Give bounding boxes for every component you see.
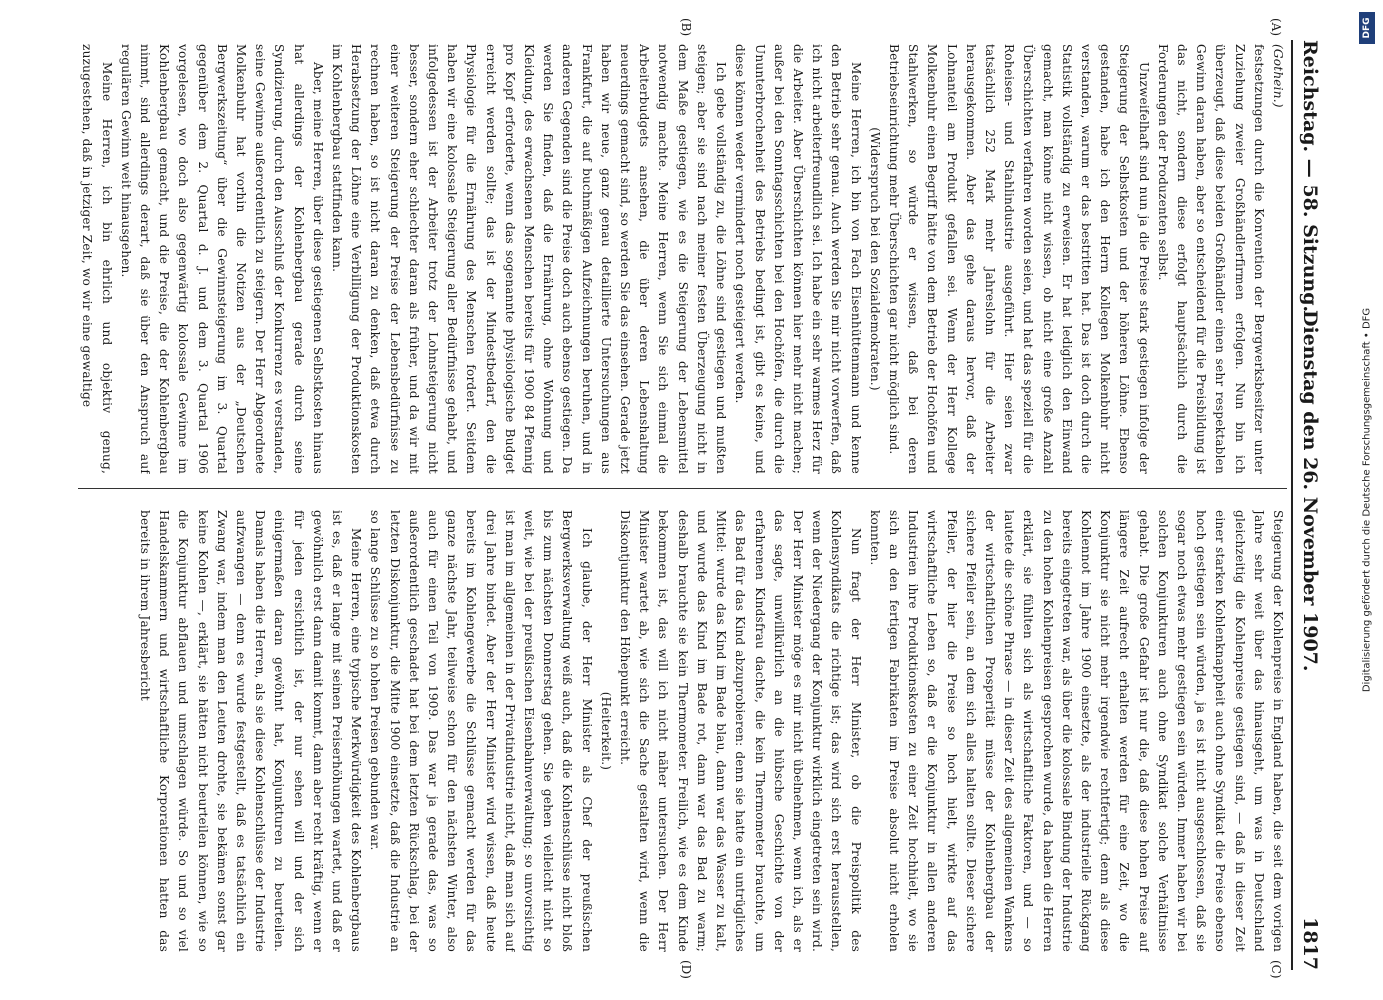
paragraph: Meine Herren, ich bin von Fach Eisenhüttenmann und kenne den Betrieb sehr genau. Auch werden Sie mir nicht vorwerfen, daß ich nicht arbeiterfreundlich sei. Ich habe ein sehr warmes Herz für die Arbeiter. Aber Überschichten können hier mehr nicht machen; außer bei den Sonntagsschichten bei den Hochöfen, die durch die Ununterbrochenheit des Betriebs bedingt ist, gibt es keine, und diese können weder vermindert noch gesteigert werden. [733, 44, 863, 474]
paragraph: Ich gebe vollständig zu, die Löhne sind gestiegen und mußten steigen; aber sie sind nach meiner festen Überzeugung nicht in dem Maße gestiegen, wie es die Steigerung der Lebensmittel notwendig machte. Meine Herren, wenn Sie sich einmal die Arbeiterbudgets ansehen, die über deren Lebenshaltung neuerdings gemacht sind, so werden Sie das einsehen. Gerade jetzt haben wir neue, ganz genau detaillierte Untersuchungen aus Frankfurt, die auf buchmäßigen Aufzeichnungen beruhen, und in anderen Gegenden sind die Preise doch auch ebenso gestiegen. Da werden Sie finden, daß die Ernährung, ohne Wohnung und Kleidung, des erwachsenen Menschen bereits für 1900 84 Pfennig pro Kopf erforderte, wenn das sogenannte physiologische Budget erreicht werden sollte; das ist der Mindestbedarf, den die Physiologie für die Ernährung des Menschen fordert. Seitdem haben wir eine kolossale Steigerung aller Bedürfnisse gehabt, und infolgedessen ist der Arbeiter trotz der Lohnsteigerung nicht besser, sondern eher schlechter daran als früher, und da wir mit einer weiteren Steigerung der Preise der Lebensbedürfnisse zu rechnen haben, so ist nicht daran zu denken, daß etwa durch Herabsetzung der Löhne eine Verbilligung der Produktionskosten im Kohlenbergbau stattfinden kann. [330, 44, 729, 474]
speaker-name: (Gothein.) [1271, 44, 1285, 108]
marker-b: (B) [679, 18, 693, 37]
paragraph: Meine Herren, ich bin ehrlich und objektiv genug, zuzugestehen, daß in jetziger Zeit, wo wir eine gewaltige [80, 44, 114, 474]
interjection: (Widerspruch bei den Sozialdemokraten.) [867, 127, 882, 391]
marker-a: (A) [1269, 18, 1283, 37]
paragraph: Steigerung der Kohlenpreise in England haben, die seit dem vorigen Jahre sehr weit über das hinausgeht, um was in Deutschland gleichzeitig die Kohlenpreise gestiegen sind, — daß in dieser Zeit einer starken Kohlenknappheit auch ohne Syndikat die Preise ebenso hoch gestiegen sein würden, ja es ist nicht ausgeschlossen, daß sie sogar noch etwas mehr gestiegen sein würden. Immer haben wir bei solchen Konjunkturen auch ohne Syndikat solche Verhältnisse gehabt. Die große Gefahr ist nur die, daß diese hohen Preise auf längere Zeit aufrecht erhalten werden für eine Zeit, wo die Konjunktur sie nicht mehr irgendwie rechtfertigt; denn als diese Kohlennot im Jahre 1900 einsetzte, als der industrielle Rückgang bereits eingetreten war, als über die kolossale Bindung der Industrie zu den hohen Kohlenpreisen gesprochen wurde, da haben die Herren erklärt, sie fühlten sich als wirtschaftliche Faktoren, und — so lautete die schöne Phrase — in dieser Zeit des allgemeinen Wankens der wirtschaftlichen Prosperität müsse der Kohlenbergbau der sichere Pfeiler sein, an dem sich alles halten sollte. Dieser sichere Pfeiler, der hier die Preise so hoch hielt, wirkte auf das wirtschaftliche Leben so, daß er die Konjunktur in allen anderen Industrien ihre Produktionskosten zu einer Zeit hochhielt, wo sie sich an den fertigen Fabrikaten im Preise absolut nicht erholen konnten. [867, 510, 1285, 952]
paragraph: Nun fragt der Herr Minister, ob die Preispolitik des Kohlensyndikats die richtige ist; das wird sich erst herausstellen, wenn der Niedergang der Konjunktur wirklich eingetreten sein wird. Der Herr Minister möge es mir nicht übelnehmen, wenn ich, als er das sagte, unwillkürlich an die hübsche Geschichte von der erfahrenen Kindsfrau dachte, die kein Thermometer brauchte, um das Bad für das Kind abzuprobieren: denn sie hatte ein untrügliches Mittel: wurde das Kind im Bade blau, dann war das Wasser zu kalt, und wurde das Kind im Bade rot, dann war das Bad zu warm; deshalb brauchte sie kein Thermometer. Freilich, wie es dem Kinde bekommen ist, das will ich nicht näher untersuchen. Der Herr Minister wartet ab, wie sich die Sache gestalten wird, wenn die Diskontjunktur den Höhepunkt erreicht. [618, 510, 863, 952]
marker-d: (D) [679, 960, 693, 979]
right-column [78, 510, 1287, 952]
dfg-logo: DFG [1359, 12, 1375, 44]
header-left: Reichstag. — 58. Sitzung. [1299, 40, 1321, 313]
left-column [78, 44, 1287, 474]
page-number: 1817 [1299, 917, 1321, 970]
paragraph: Unzweifelhaft sind nun ja die Preise stark gestiegen infolge der Steigerung der Selbstkosten und der höheren Löhne. Ebenso gestanden, habe ich den Herrn Kollegen Molkenbuhr nicht verstanden, warum er das bestritten hat. Das ist doch durch die Statistik vollständig zu erweisen. Er hat lediglich den Einwand gemacht, man könne nicht wissen, ob nicht eine große Anzahl Überschichten verfahren worden seien, und hat das speziell für die Roheisen- und Stahlindustrie ausgeführt. Hier seien zwar tatsächlich 252 Mark mehr Jahreslohn für die Arbeiter herausgekommen. Aber das gehe daraus hervor, daß der Lohnanteil am Produkt gefallen sei. Wenn der Herr Kollege Molkenbuhr einen Begriff hätte von dem Betrieb der Hochöfen und Stahlwerken, so würde er wissen, daß bei deren Betriebseinrichtung mehr Überschichten gar nicht möglich sind. [886, 44, 1151, 474]
header-date: Dienstag den 26. November 1907. [1299, 310, 1321, 672]
digitization-credit [1358, 6, 1376, 994]
column-divider [78, 488, 1287, 489]
paragraph: festsetzungen durch die Konvention der Bergwerksbesitzer unter Zuziehung zweier Großhändlerfirmen erfolgen. Nun bin ich überzeugt, daß diese beiden Großhändler einen sehr respektablen Gewinn daran haben, aber so entscheidend für die Preisbildung ist das nicht, sondern diese erfolgt hauptsächlich durch die Forderungen der Produzenten selbst. [1155, 44, 1266, 474]
paragraph: Ich glaube, der Herr Minister als Chef der preußischen Bergwerksverwaltung weiß auch, daß die Kohlenschlüsse nicht bloß bis zum nächsten Donnerstag gehen. Sie gehen vielleicht nicht so weit, wie bei der preußischen Eisenbahnverwaltung; so unvorsichtig ist man im allgemeinen in der Privatindustrie nicht, daß man sich auf drei Jahre bindet. Aber der Herr Minister wird wissen, daß heute bereits im Kohlengewerbe die Schlüsse gemacht werden für das ganze nächste Jahr, teilweise schon für den nächsten Winter, also auch für einen Teil von 1909. Das war ja gerade das, was so außerordentlich geschadet hat bei dem letzten Rückschlag, bei der letzten Diskonjunktur, die Mitte 1900 einsetzte, daß die Industrie an so lange Schlüsse zu so hohen Preisen gebunden war. [368, 510, 594, 952]
interjection: (Heiterkeit.) [598, 691, 613, 771]
marker-c: (C) [1269, 960, 1283, 979]
paragraph: Aber, meine Herren, über diese gestiegenen Selbstkosten hinaus hat allerdings der Kohlenbergbau gerade durch seine Syndizierung, durch den Ausschluß der Konkurrenz es verstanden, seine Gewinne außerordentlich zu steigern. Der Herr Abgeordnete Molkenbuhr hat vorhin die Notizen aus der „Deutschen Bergwerkszeitung“ über die Gewinnsteigerung im 3. Quartal gegenüber dem 2. Quartal d. J. und dem 3. Quartal 1906 vorgelesen, wo doch also gegenwärtig kolossale Gewinne im Kohlenbergbau gemacht, und die Preise, die der Kohlenbergbau nimmt, sind allerdings derart, daß sie über den Anspruch auf regulären Gewinn weit hinausgehen. [118, 44, 325, 474]
credit-text: Digitalisierung gefördert durch die Deutsche Forschungsgemeinschaft • DFG [1361, 307, 1373, 693]
paragraph: Meine Herren, eine typische Merkwürdigkeit des Kohlenbergbaus ist es, daß er lange mit seinen Preiserhöhungen wartet, und daß er gewöhnlich erst dann damit kommt, dann aber recht kräftig, wenn er für jeden ersichtlich ist, der nur sehen will und der sich einigermaßen daran gewöhnt hat, Konjunkturen zu beurteilen. Damals haben die Herren, als sie diese Kohlenschlüsse der Industrie aufzwangen — denn es wurde festgestellt, daß es tatsächlich ein Zwang war, indem man den Leuten drohte, sie bekämen sonst gar keine Kohlen —, erklärt, sie hätten nicht beurteilen können, wie so die Konjunktur abflauen und umschlagen würde. So und so viel Handelskammern und wirtschaftliche Korporationen hatten das bereits in ihrem Jahresbericht [138, 510, 364, 952]
page-header [1291, 40, 1323, 970]
